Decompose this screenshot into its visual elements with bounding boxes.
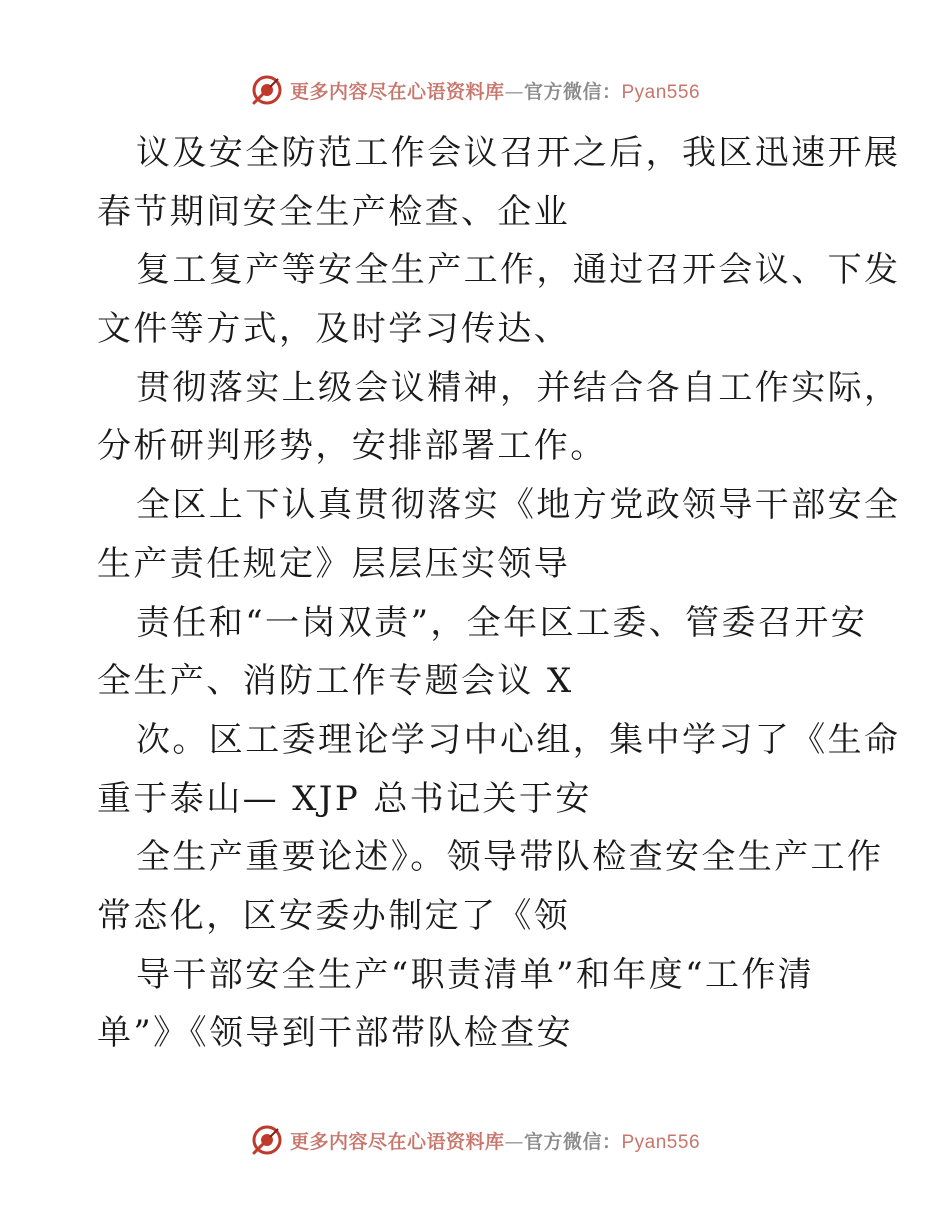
text-line: 全区上下认真贯彻落实《地方党政领导干部安全 <box>136 485 901 526</box>
text-line: 单”》《领导到干部带队检查安 <box>97 1013 573 1054</box>
text-line: 文件等方式，及时学习传达、 <box>97 309 571 350</box>
text-line: 次。区工委理论学习中心组，集中学习了《生命 <box>136 719 901 760</box>
brand-logo-icon <box>250 1123 284 1157</box>
text-line: 生产责任规定》层层压实领导 <box>97 543 571 584</box>
text-line: 全生产、消防工作专题会议 X <box>97 661 574 702</box>
text-line: 全生产重要论述》。领导带队检查安全生产工作 <box>136 837 884 878</box>
header-watermark <box>0 70 950 110</box>
text-line: 重于泰山— XJP 总书记关于安 <box>97 778 592 819</box>
text-line: 贯彻落实上级会议精神，并结合各自工作实际， <box>136 367 901 408</box>
watermark-brand: 更多内容尽在心语资料库 <box>289 80 505 103</box>
text-line: 分析研判形势，安排部署工作。 <box>97 426 607 467</box>
watermark-id: Pyan556 <box>621 1131 701 1153</box>
text-line: 春节期间安全生产检查、企业 <box>97 191 571 232</box>
text-line: 常态化，区安委办制定了《领 <box>97 895 571 936</box>
text-line: 责任和“一岗双责”，全年区工委、管委召开安 <box>136 602 868 643</box>
watermark-official: 官方微信： <box>523 1130 622 1153</box>
brand-logo-icon <box>250 73 284 107</box>
watermark-official: 官方微信： <box>523 80 622 103</box>
document-body <box>0 124 950 1063</box>
watermark-brand: 更多内容尽在心语资料库 <box>289 1130 505 1153</box>
watermark-dash: — <box>504 80 524 103</box>
text-line: 议及安全防范工作会议召开之后，我区迅速开展 <box>136 133 901 173</box>
text-line: 复工复产等安全生产工作，通过召开会议、下发 <box>136 250 901 291</box>
watermark-id: Pyan556 <box>621 81 701 103</box>
text-line: 导干部安全生产“职责清单”和年度“工作清 <box>136 954 815 995</box>
footer-watermark <box>0 1120 950 1160</box>
watermark-dash: — <box>504 1130 524 1153</box>
